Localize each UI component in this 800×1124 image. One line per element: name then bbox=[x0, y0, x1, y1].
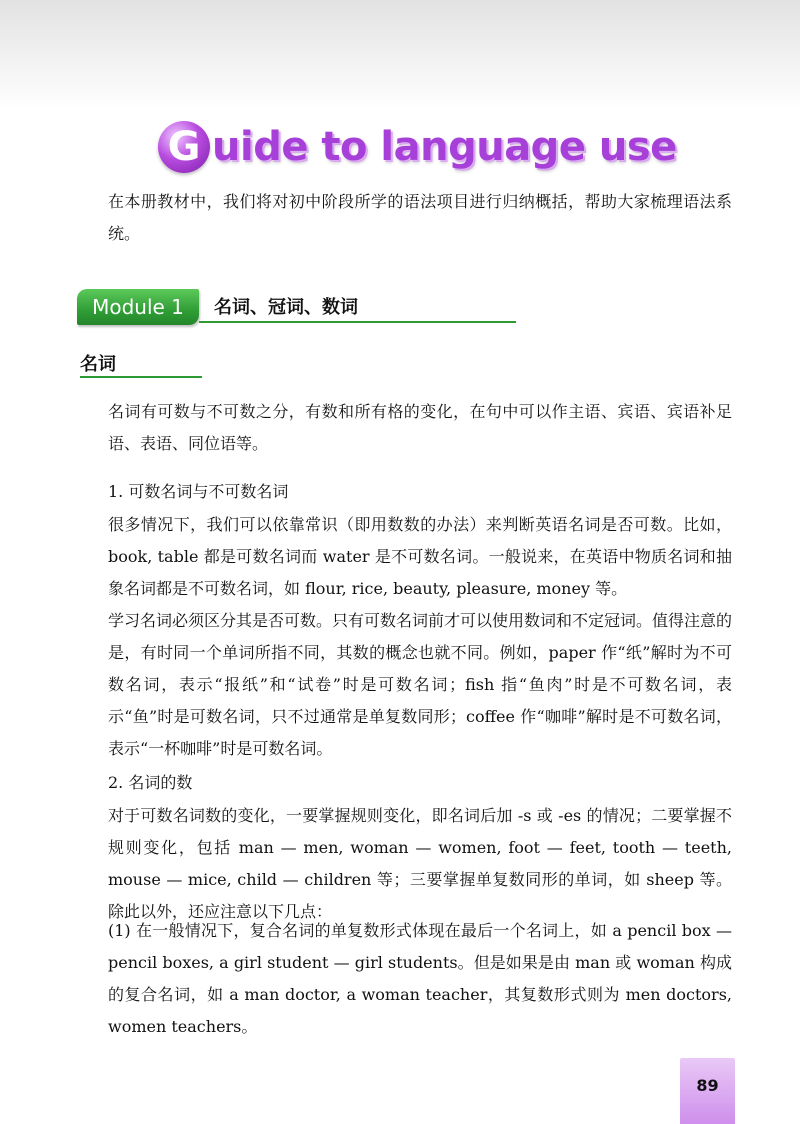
paragraph-compound-nouns: (1) 在一般情况下，复合名词的单复数形式体现在最后一个名词上，如 a pencil box — pencil boxes, a girl student — girl students。但是如果是由 man 或 woman 构成的复合名词，如 a man doctor, a woman teacher，其复数形式则为 men doctors, women teachers。 bbox=[108, 921, 732, 1036]
section-heading: 名词 bbox=[80, 354, 116, 375]
paragraph-countable-detail: 学习名词必须区分其是否可数。只有可数名词前才可以使用数词和不定冠词。值得注意的是，有时同一个单词所指不同，其数的概念也就不同。例如，paper 作“纸”解时为不可数名词，表示“报纸”和“试卷”时是可数名词；fish 指“鱼肉”时是不可数名词，表示“鱼”时是可数名词，只不过通常是单复数同形；coffee 作“咖啡”解时是不可数名词，表示“一杯咖啡”时是可数名词。 bbox=[108, 611, 733, 758]
section-underline bbox=[80, 376, 202, 378]
paragraph-countable-intro: 很多情况下，我们可以依靠常识（即用数数的办法）来判断英语名词是否可数。比如，book, table 都是可数名词而 water 是不可数名词。一般说来，在英语中物质名词和抽象名词都是不可数名词，如 flour, rice, beauty, pleasure, money 等。 bbox=[108, 515, 732, 598]
subheading-noun-number: 2. 名词的数 bbox=[108, 773, 193, 792]
title-initial: G bbox=[167, 124, 201, 170]
module-badge-label: Module 1 bbox=[92, 295, 184, 319]
paragraph-plural-rules: 对于可数名词数的变化，一要掌握规则变化，即名词后加 -s 或 -es 的情况；二要掌握不规则变化，包括 man — men, woman — women, foot — feet, tooth — teeth, mouse — mice, child — children 等；三要掌握单复数同形的单词，如 sheep 等。除此以外，还应注意以下几点： bbox=[108, 806, 732, 921]
header-band bbox=[0, 0, 800, 110]
subheading-countable: 1. 可数名词与不可数名词 bbox=[108, 482, 289, 501]
title-text: uide to language use bbox=[212, 124, 677, 170]
intro-paragraph: 在本册教材中，我们将对初中阶段所学的语法项目进行归纳概括，帮助大家梳理语法系统。 bbox=[108, 192, 732, 243]
title-initial-badge bbox=[158, 121, 210, 173]
page-number: 89 bbox=[696, 1076, 719, 1095]
module-badge bbox=[77, 289, 199, 325]
module-underline bbox=[199, 321, 516, 323]
module-title: 名词、冠词、数词 bbox=[214, 297, 358, 318]
page-number-tab bbox=[680, 1058, 735, 1124]
paragraph-noun-overview: 名词有可数与不可数之分，有数和所有格的变化，在句中可以作主语、宾语、宾语补足语、表语、同位语等。 bbox=[108, 402, 732, 453]
page-title bbox=[158, 118, 677, 176]
